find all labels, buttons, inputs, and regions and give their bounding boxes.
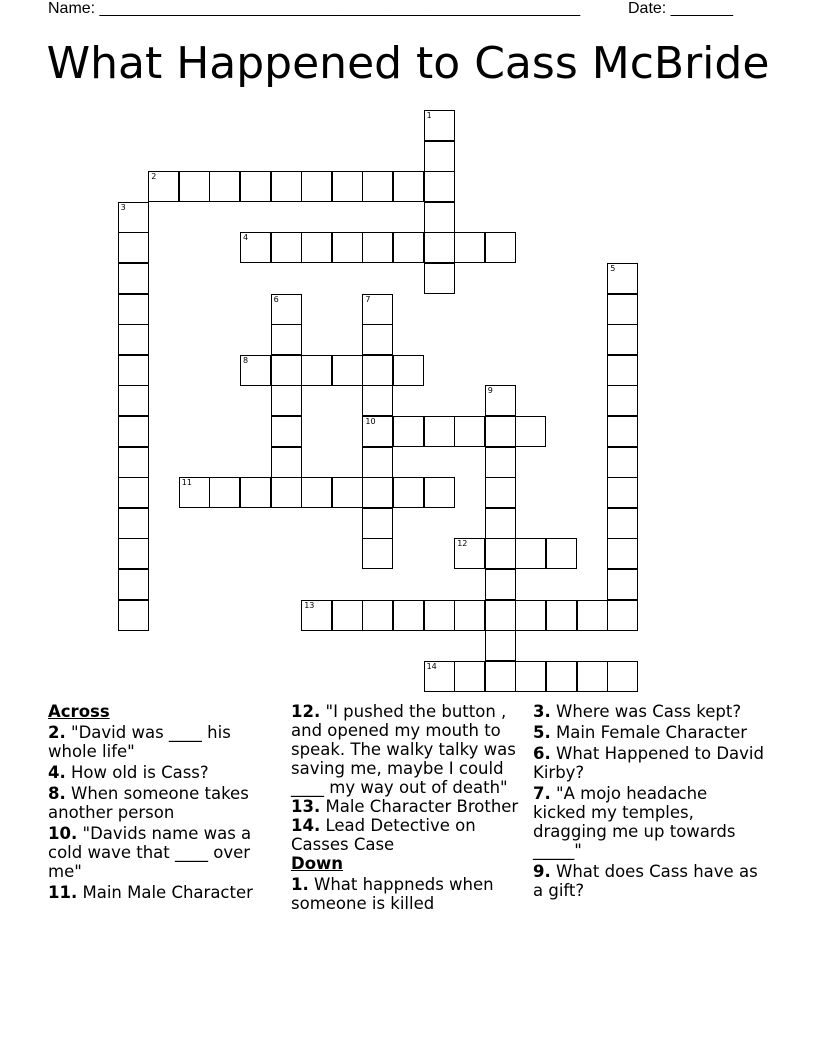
grid-cell[interactable] — [515, 538, 546, 569]
grid-cell[interactable] — [271, 232, 302, 263]
grid-cell[interactable] — [485, 630, 516, 661]
clue-across-2: 2. "David was ____ his whole life" — [48, 723, 231, 761]
grid-cell[interactable] — [546, 600, 577, 631]
grid-cell[interactable] — [332, 232, 363, 263]
grid-cell[interactable] — [271, 477, 302, 508]
clues-column-3 — [533, 702, 765, 902]
grid-cell[interactable] — [546, 661, 577, 692]
grid-cell[interactable] — [118, 232, 149, 263]
grid-cell[interactable] — [485, 416, 516, 447]
clue-number: 9 — [487, 386, 493, 396]
grid-cell[interactable] — [424, 477, 455, 508]
grid-cell[interactable] — [454, 538, 485, 569]
clues-column-2 — [291, 702, 527, 913]
clue-down-5: 5. Main Female Character — [533, 723, 747, 742]
grid-cell[interactable] — [271, 416, 302, 447]
grid-cell[interactable] — [515, 416, 546, 447]
grid-cell[interactable] — [607, 355, 638, 386]
grid-cell[interactable] — [607, 263, 638, 294]
grid-cell[interactable] — [454, 232, 485, 263]
grid-cell[interactable] — [424, 661, 455, 692]
grid-cell[interactable] — [148, 171, 179, 202]
grid-cell[interactable] — [607, 661, 638, 692]
grid-cell[interactable] — [362, 447, 393, 478]
clue-number: 12 — [457, 539, 468, 549]
grid-cell[interactable] — [577, 600, 608, 631]
grid-cell[interactable] — [485, 232, 516, 263]
grid-cell[interactable] — [301, 232, 332, 263]
grid-cell[interactable] — [118, 538, 149, 569]
grid-cell[interactable] — [240, 232, 271, 263]
grid-cell[interactable] — [118, 202, 149, 233]
grid-cell[interactable] — [393, 232, 424, 263]
grid-cell[interactable] — [393, 355, 424, 386]
grid-cell[interactable] — [424, 416, 455, 447]
grid-cell[interactable] — [607, 416, 638, 447]
grid-cell[interactable] — [332, 355, 363, 386]
down-heading: Down — [291, 854, 344, 873]
grid-cell[interactable] — [515, 661, 546, 692]
grid-cell[interactable] — [271, 324, 302, 355]
clue-number: 6 — [273, 294, 279, 304]
clue-number: 8 — [243, 355, 249, 365]
grid-cell[interactable] — [485, 538, 516, 569]
clue-number: 1 — [426, 111, 432, 120]
grid-cell[interactable] — [362, 508, 393, 539]
grid-cell[interactable] — [362, 324, 393, 355]
grid-cell[interactable] — [424, 600, 455, 631]
grid-cell[interactable] — [485, 447, 516, 478]
grid-cell[interactable] — [393, 477, 424, 508]
grid-cell[interactable] — [271, 171, 302, 202]
clue-number: 7 — [365, 294, 371, 304]
grid-cell[interactable] — [454, 600, 485, 631]
grid-cell[interactable] — [362, 294, 393, 325]
grid-cell[interactable] — [485, 569, 516, 600]
grid-cell[interactable] — [607, 538, 638, 569]
grid-cell[interactable] — [301, 171, 332, 202]
grid-cell[interactable] — [424, 263, 455, 294]
grid-cell[interactable] — [271, 355, 302, 386]
grid-cell[interactable] — [118, 569, 149, 600]
grid-cell[interactable] — [118, 324, 149, 355]
grid-cell[interactable] — [301, 355, 332, 386]
clue-across-12: 12. "I pushed the button , and opened my mouth to speak. The walky talky was saving me, maybe I could ____ my way out of death" — [291, 702, 516, 797]
clue-number: 4 — [243, 233, 249, 243]
clue-across-13: 13. Male Character Brother — [291, 797, 519, 816]
grid-cell[interactable] — [118, 477, 149, 508]
grid-cell[interactable] — [362, 355, 393, 386]
grid-cell[interactable] — [271, 294, 302, 325]
grid-cell[interactable] — [118, 355, 149, 386]
clue-across-11: 11. Main Male Character — [48, 883, 253, 902]
grid-cell[interactable] — [577, 661, 608, 692]
clue-down-7: 7. "A mojo headache kicked my temples, dragging me up towards _____" — [533, 784, 736, 860]
grid-cell[interactable] — [271, 447, 302, 478]
grid-cell[interactable] — [118, 294, 149, 325]
grid-cell[interactable] — [607, 447, 638, 478]
grid-cell[interactable] — [179, 171, 210, 202]
grid-cell[interactable] — [118, 416, 149, 447]
grid-cell[interactable] — [424, 232, 455, 263]
clue-across-8: 8. When someone takes another person — [48, 784, 249, 822]
grid-cell[interactable] — [607, 508, 638, 539]
clue-number: 14 — [426, 661, 437, 671]
grid-cell[interactable] — [209, 477, 240, 508]
grid-cell[interactable] — [362, 171, 393, 202]
clues-column-1 — [48, 702, 280, 904]
date-field[interactable]: Date: _______ — [628, 0, 733, 17]
grid-cell[interactable] — [607, 294, 638, 325]
grid-cell[interactable] — [209, 171, 240, 202]
grid-cell[interactable] — [454, 661, 485, 692]
clue-down-3: 3. Where was Cass kept? — [533, 702, 742, 721]
grid-cell[interactable] — [271, 385, 302, 416]
grid-cell[interactable] — [607, 324, 638, 355]
grid-cell[interactable] — [362, 416, 393, 447]
grid-cell[interactable] — [332, 477, 363, 508]
grid-cell[interactable] — [607, 477, 638, 508]
grid-cell[interactable] — [301, 600, 332, 631]
grid-cell[interactable] — [118, 508, 149, 539]
grid-cell[interactable] — [546, 538, 577, 569]
grid-cell[interactable] — [485, 477, 516, 508]
grid-cell[interactable] — [240, 477, 271, 508]
clue-down-1: 1. What happneds when someone is killed — [291, 875, 494, 913]
grid-cell[interactable] — [607, 600, 638, 631]
clue-across-10: 10. "Davids name was a cold wave that ____ over me" — [48, 824, 252, 881]
grid-cell[interactable] — [485, 661, 516, 692]
grid-cell[interactable] — [362, 600, 393, 631]
grid-cell[interactable] — [362, 232, 393, 263]
grid-cell[interactable] — [118, 263, 149, 294]
grid-cell[interactable] — [424, 171, 455, 202]
grid-cell[interactable] — [393, 600, 424, 631]
grid-cell[interactable] — [424, 141, 455, 172]
grid-cell[interactable] — [118, 385, 149, 416]
clue-number: 11 — [181, 478, 192, 488]
grid-cell[interactable] — [485, 385, 516, 416]
grid-cell[interactable] — [362, 538, 393, 569]
grid-cell[interactable] — [118, 600, 149, 631]
page-title: What Happened to Cass McBride — [46, 38, 770, 89]
grid-cell[interactable] — [485, 508, 516, 539]
grid-cell[interactable] — [332, 600, 363, 631]
grid-cell[interactable] — [485, 600, 516, 631]
grid-cell[interactable] — [362, 385, 393, 416]
clue-number: 13 — [304, 600, 315, 610]
grid-cell[interactable] — [240, 355, 271, 386]
grid-cell[interactable] — [301, 477, 332, 508]
clue-across-14: 14. Lead Detective on Casses Case — [291, 816, 476, 854]
grid-cell[interactable] — [393, 416, 424, 447]
across-heading: Across — [48, 702, 110, 721]
clue-number: 10 — [365, 417, 376, 426]
grid-cell[interactable] — [454, 416, 485, 447]
clue-number: 2 — [151, 172, 157, 182]
clue-across-4: 4. How old is Cass? — [48, 763, 209, 782]
grid-cell[interactable] — [393, 171, 424, 202]
clue-down-9: 9. What does Cass have as a gift? — [533, 862, 758, 900]
grid-cell[interactable] — [362, 477, 393, 508]
clue-down-6: 6. What Happened to David Kirby? — [533, 744, 764, 782]
grid-cell[interactable] — [240, 171, 271, 202]
grid-cell[interactable] — [118, 447, 149, 478]
grid-cell[interactable] — [515, 600, 546, 631]
grid-cell[interactable] — [332, 171, 363, 202]
grid-cell[interactable] — [424, 110, 455, 141]
clue-number: 5 — [610, 264, 616, 273]
clue-number: 3 — [120, 202, 126, 212]
grid-cell[interactable] — [607, 569, 638, 600]
grid-cell[interactable] — [179, 477, 210, 508]
grid-cell[interactable] — [424, 202, 455, 233]
name-field[interactable]: Name: ______________________________________________________ — [48, 0, 581, 17]
grid-cell[interactable] — [607, 385, 638, 416]
